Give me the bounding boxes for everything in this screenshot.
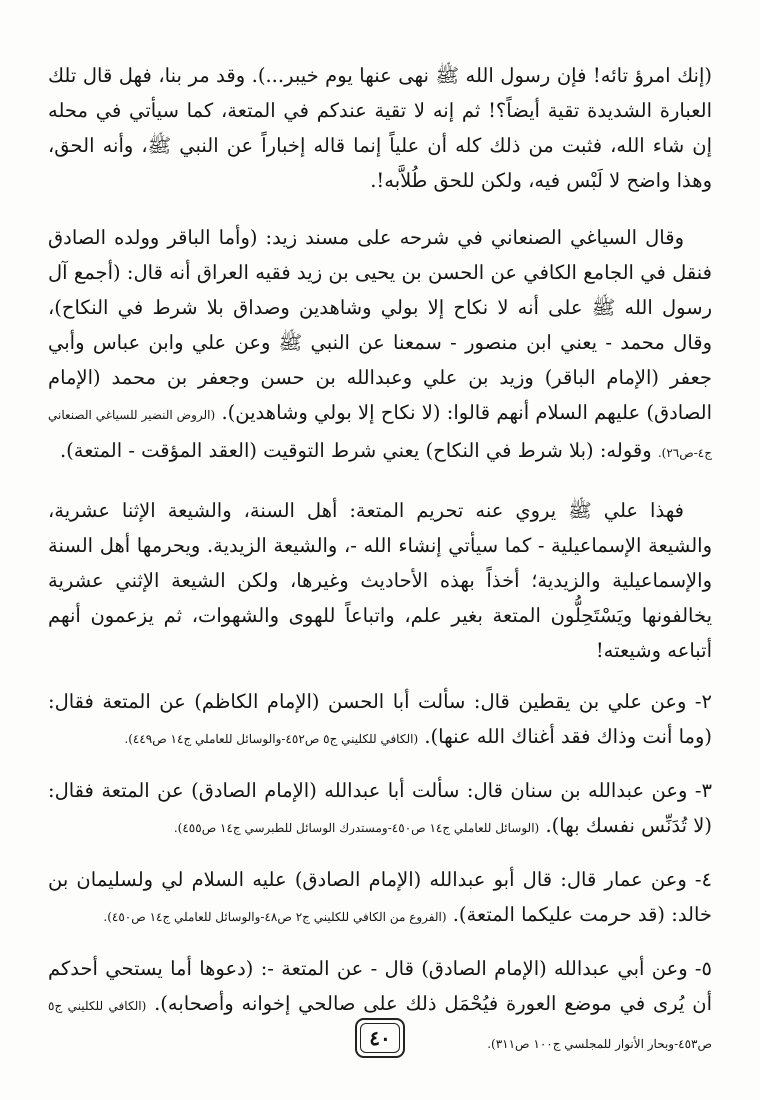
narration-text: ٥- وعن أبي عبدالله (الإمام الصادق) قال - عن المتعة -: (دعوها أما يستحي أحدكم أن يُرى في موضع العورة فيُحْمَل ذلك على صالحي إخوانه وأصحابه). [48,957,712,1015]
narration-reference: (الكافي للكليني ج٥ ص٤٥٢-والوسائل للعاملي ج١٤ ص٤٤٩). [124,732,419,746]
narration-item-3 [48,773,712,846]
paragraph-1: (إنك امرؤ تائه! فإن رسول الله ﷺ نهى عنها يوم خيبر...). وقد مر بنا، فهل قال تلك العبارة الشديدة تقية أيضاً؟! ثم إنه لا تقية عندكم في المتعة، كما سيأتي في محله إن شاء الله، فثبت من ذلك كله أن علياً إنما قاله إخباراً عن النبي ﷺ، وأنه الحق، وهذا واضح لا لَبْس فيه، ولكن للحق طُلاَّبه!. [48,64,712,192]
narration-text: ٢- وعن علي بن يقطين قال: سألت أبا الحسن (الإمام الكاظم) عن المتعة فقال: (وما أنت وذاك فقد أغناك الله عنها). [48,690,712,748]
paragraph-2 [48,220,712,471]
narration-text: ٣- وعن عبدالله بن سنان قال: سألت أبا عبدالله (الإمام الصادق) عن المتعة فقال: (لا تُدَنِّس نفسك بها). [48,779,712,837]
paragraph-2-tail: وقوله: (بلا شرط في النكاح) يعني شرط التوقيت (العقد المؤقت - المتعة). [59,439,652,462]
narration-text: ٤- وعن عمار قال: قال أبو عبدالله (الإمام الصادق) عليه السلام لي ولسليمان بن خالد: (قد حرمت عليكما المتعة). [48,868,712,926]
narration-reference: (الفروع من الكافي للكليني ج٢ ص٤٨-والوسائل للعاملي ج١٤ ص٤٥٠). [103,910,447,924]
narration-item-4 [48,862,712,935]
paragraph-3: فهذا علي ﷺ يروي عنه تحريم المتعة: أهل السنة، والشيعة الإثنا عشرية، والشيعة الإسماعيلية - كما سيأتي إنشاء الله -، والشيعة الزيدية. ويحرمها أهل السنة والإسماعيلية والزيدية؛ أخذاً بهذه الأحاديث وغيرها، ولكن الشيعة الإثني عشرية يخالفونها ويَسْتَحِلُّون المتعة بغير علم، واتباعاً للهوى والشهوات، ثم يزعمون أنهم أتباعه وشيعته! [48,499,712,662]
page-number-text: ٤٠ [369,1026,391,1050]
paragraph-2-text: وقال السياغي الصنعاني في شرحه على مسند زيد: (وأما الباقر وولده الصادق فنقل في الجامع الكافي عن الحسن بن يحيى بن زيد فقيه العراق أنه قال: (أجمع آل رسول الله ﷺ على أنه لا نكاح إلا بولي وشاهدين وصداق بلا شرط في النكاح)، وقال محمد - يعني ابن منصور - سمعنا عن النبي ﷺ وعن علي وابن عباس وأبي جعفر (الإمام الباقر) وزيد بن علي وعبدالله بن حسن وجعفر بن محمد (الإمام الصادق) عليهم السلام أنهم قالوا: (لا نكاح إلا بولي وشاهدين). [48,226,712,424]
page-number [355,1018,405,1058]
narration-reference: (الكافي للكليني ج٥ ص٤٥٣-وبحار الأنوار للمجلسي ج١٠٠ ص٣١١). [48,999,712,1051]
narration-item-2 [48,684,712,757]
narration-reference: (الوسائل للعاملي ج١٤ ص٤٥٠-ومستدرك الوسائل للطبرسي ج١٤ ص٤٥٥). [173,821,540,835]
page-body [48,58,712,1062]
paragraph-2-reference: (الروض النضير للسياغي الصنعاني ج٤-ص٢٦). [48,408,712,460]
